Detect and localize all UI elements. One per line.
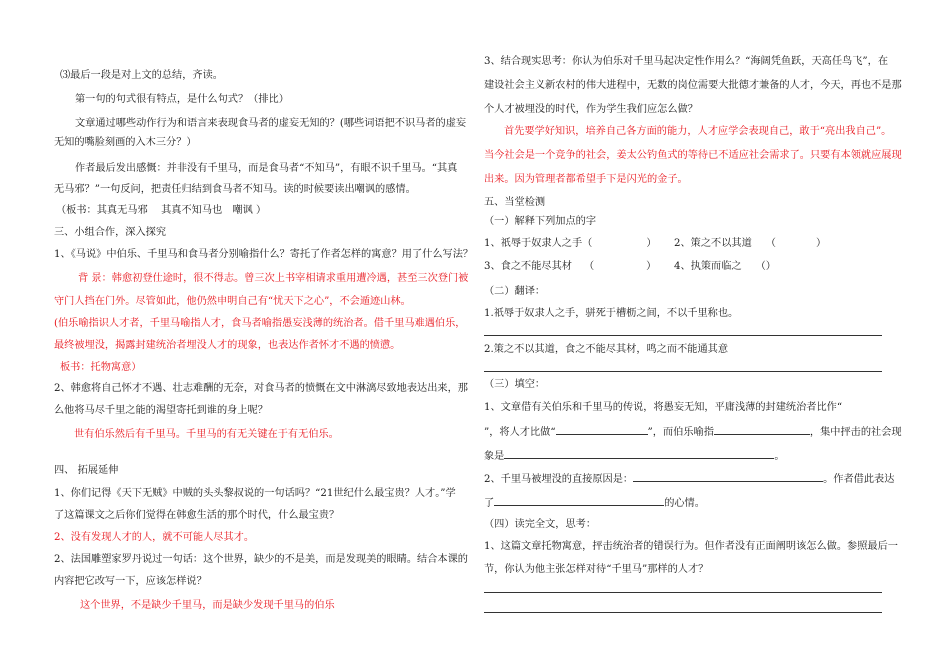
ignorance-question-line1: 文章通过哪些动作行为和语言来表现食马者的虚妄无知的？(哪些词语把不识马者的虚妄 [75, 118, 467, 129]
extension-question-2-line1: 2、法国雕塑家罗丹说过一句话：这个世界，缺少的不是美，而是发现美的眼睛。结合本课的 [54, 554, 468, 565]
subsection-explain-words: （一）解释下列加点的字 [484, 216, 597, 227]
fill-item-1-line2: ”，将人才比做“ ”，而伯乐喻指 ，集中抨击的社会现 [484, 423, 902, 440]
answer-line[interactable] [484, 335, 882, 336]
fill-item-1-line1: 1、文章借有关伯乐和千里马的传说，将愚妄无知，平庸浅薄的封建统治者比作“ [484, 402, 843, 413]
extension-question-2-line2: 内容把它改写一下，应该怎样说？ [54, 576, 207, 587]
fill-blank[interactable] [633, 470, 823, 482]
section-four-title: 四、 拓展延伸 [54, 465, 119, 476]
word-item-2: 2、策之不以其道 （ ） [674, 238, 827, 249]
author-sigh-line1: 作者最后发出感慨：并非没有千里马，而是食马者“不知马”，有眼不识千里马。“其真 [75, 163, 458, 174]
extension-answer-1: 2、没有发现人才的人，就不可能人尽其才。 [54, 532, 255, 543]
answer-1-line3: (伯乐喻指识人才者，千里马喻指人才，食马者喻指愚妄浅薄的统治者。借千里马难遇伯乐， [54, 318, 466, 329]
last-paragraph-note: ⑶最后一段是对上文的总结，齐读。 [60, 70, 223, 81]
subsection-fill-blanks: （三）填空： [484, 379, 546, 390]
answer-2: 世有伯乐然后有千里马。千里马的有无关键在于有无伯乐。 [74, 429, 339, 440]
fill-blank[interactable] [714, 423, 810, 435]
answer-1-line2: 守门人挡在门外。尽管如此，他仍然申明自己有“忧天下之心”，不会遁迹山林。 [54, 296, 411, 307]
fill-blank[interactable] [504, 447, 774, 459]
answer-1-line4: 最终被埋没，揭露封建统治者埋没人才的现象，也表达作者怀才不遇的愤懑。 [54, 340, 401, 351]
question-3-line1: 3、结合现实思考：你认为伯乐对千里马起决定性作用么？“海阔凭鱼跃，天高任鸟飞”，在 [484, 56, 889, 67]
answer-line[interactable] [484, 371, 882, 372]
fill-item-1-line3: 象是 。 [484, 447, 785, 464]
answer-3-line3: 出来。因为管理者都希望手下是闪光的金子。 [484, 174, 688, 185]
subsection-translate: （二）翻译： [484, 286, 546, 297]
answer-3-line1: 首先要学好知识，培养自己各方面的能力，人才应学会表现自己，敢于“亮出我自己”。 [504, 126, 892, 137]
question-3-line2: 建设社会主义新农村的伟大进程中，无数的岗位需要大批德才兼备的人才，今天，再也不是那 [484, 80, 902, 91]
fill-item-2-line1: 2、千里马被埋没的直接原因是： 。作者借此表达 [484, 470, 894, 487]
word-item-4: 4、执策而临之 （） [674, 261, 776, 272]
fill-blank[interactable] [556, 423, 648, 435]
section-five-title: 五、当堂检测 [484, 197, 546, 208]
word-item-3: 3、食之不能尽其材 （ ） [484, 261, 657, 272]
extension-question-1-line1: 1、你们记得《天下无贼》中贼的头头黎叔说的一句话吗？“21世纪什么最宝贵？人才。”学 [54, 488, 456, 499]
fill-item-2-line2: 了 的心情。 [484, 494, 705, 511]
section-three-title: 三、小组合作，深入探究 [54, 227, 167, 238]
first-sentence-question: 第一句的句式很有特点，是什么句式？（排比） [75, 94, 289, 105]
question-3-line3: 个人才被埋没的时代，作为学生我们应怎么做？ [484, 104, 698, 115]
answer-1-board: 板书：托物寓意） [60, 362, 142, 373]
answer-3-line2: 当今社会是一个竞争的社会，姜太公钓鱼式的等待已不适应社会需求了。只要有本领就应展现 [484, 150, 902, 161]
fill-blank[interactable] [494, 494, 664, 506]
question-2-line1: 2、韩愈将自己怀才不遇、壮志难酬的无奈，对食马者的愤慨在文中淋漓尽致地表达出来，那 [54, 383, 468, 394]
author-sigh-line2: 无马邪？”一句反问，把责任归结到食马者不知马。读的时候要读出嘲讽的感情。 [54, 184, 416, 195]
translate-item-1: 1.祇辱于奴隶人之手，骈死于槽枥之间，不以千里称也。 [484, 308, 739, 319]
answer-line[interactable] [484, 592, 882, 593]
question-1-line1: 1、《马说》中伯乐、千里马和食马者分别喻指什么？寄托了作者怎样的寓意？用了什么写法？ [54, 249, 474, 260]
think-question-line2: 节，你认为他主张怎样对待“千里马”那样的人才？ [484, 564, 709, 575]
word-item-1: 1、祇辱于奴隶人之手（ ） [484, 238, 657, 249]
answer-1-line1: 背 景：韩愈初登仕途时，很不得志。曾三次上书宰相请求重用遭冷遇，甚至三次登门被 [78, 273, 469, 284]
ignorance-question-line2: 无知的嘴脸刻画的入木三分？） [54, 137, 197, 148]
answer-line[interactable] [484, 612, 882, 613]
extension-question-1-line2: 了这篇课文之后你们觉得在韩愈生活的那个时代，什么最宝贵？ [54, 510, 340, 521]
subsection-think: （四）读完全文，思考： [484, 519, 597, 530]
translate-item-2: 2.策之不以其道，食之不能尽其材，鸣之而不能通其意 [484, 344, 729, 355]
question-2-line2: 么他将马尽千里之能的渴望寄托到谁的身上呢？ [54, 405, 268, 416]
blackboard-note: （板书：其真无马邪 其真不知马也 嘲讽 ） [56, 205, 267, 216]
think-question-line1: 1、这篇文章托物寓意，抨击统治者的错误行为。但作者没有正面阐明该怎么做。参照最后一 [484, 541, 898, 552]
extension-answer-2: 这个世界，不是缺少千里马，而是缺少发现千里马的伯乐 [80, 600, 335, 611]
